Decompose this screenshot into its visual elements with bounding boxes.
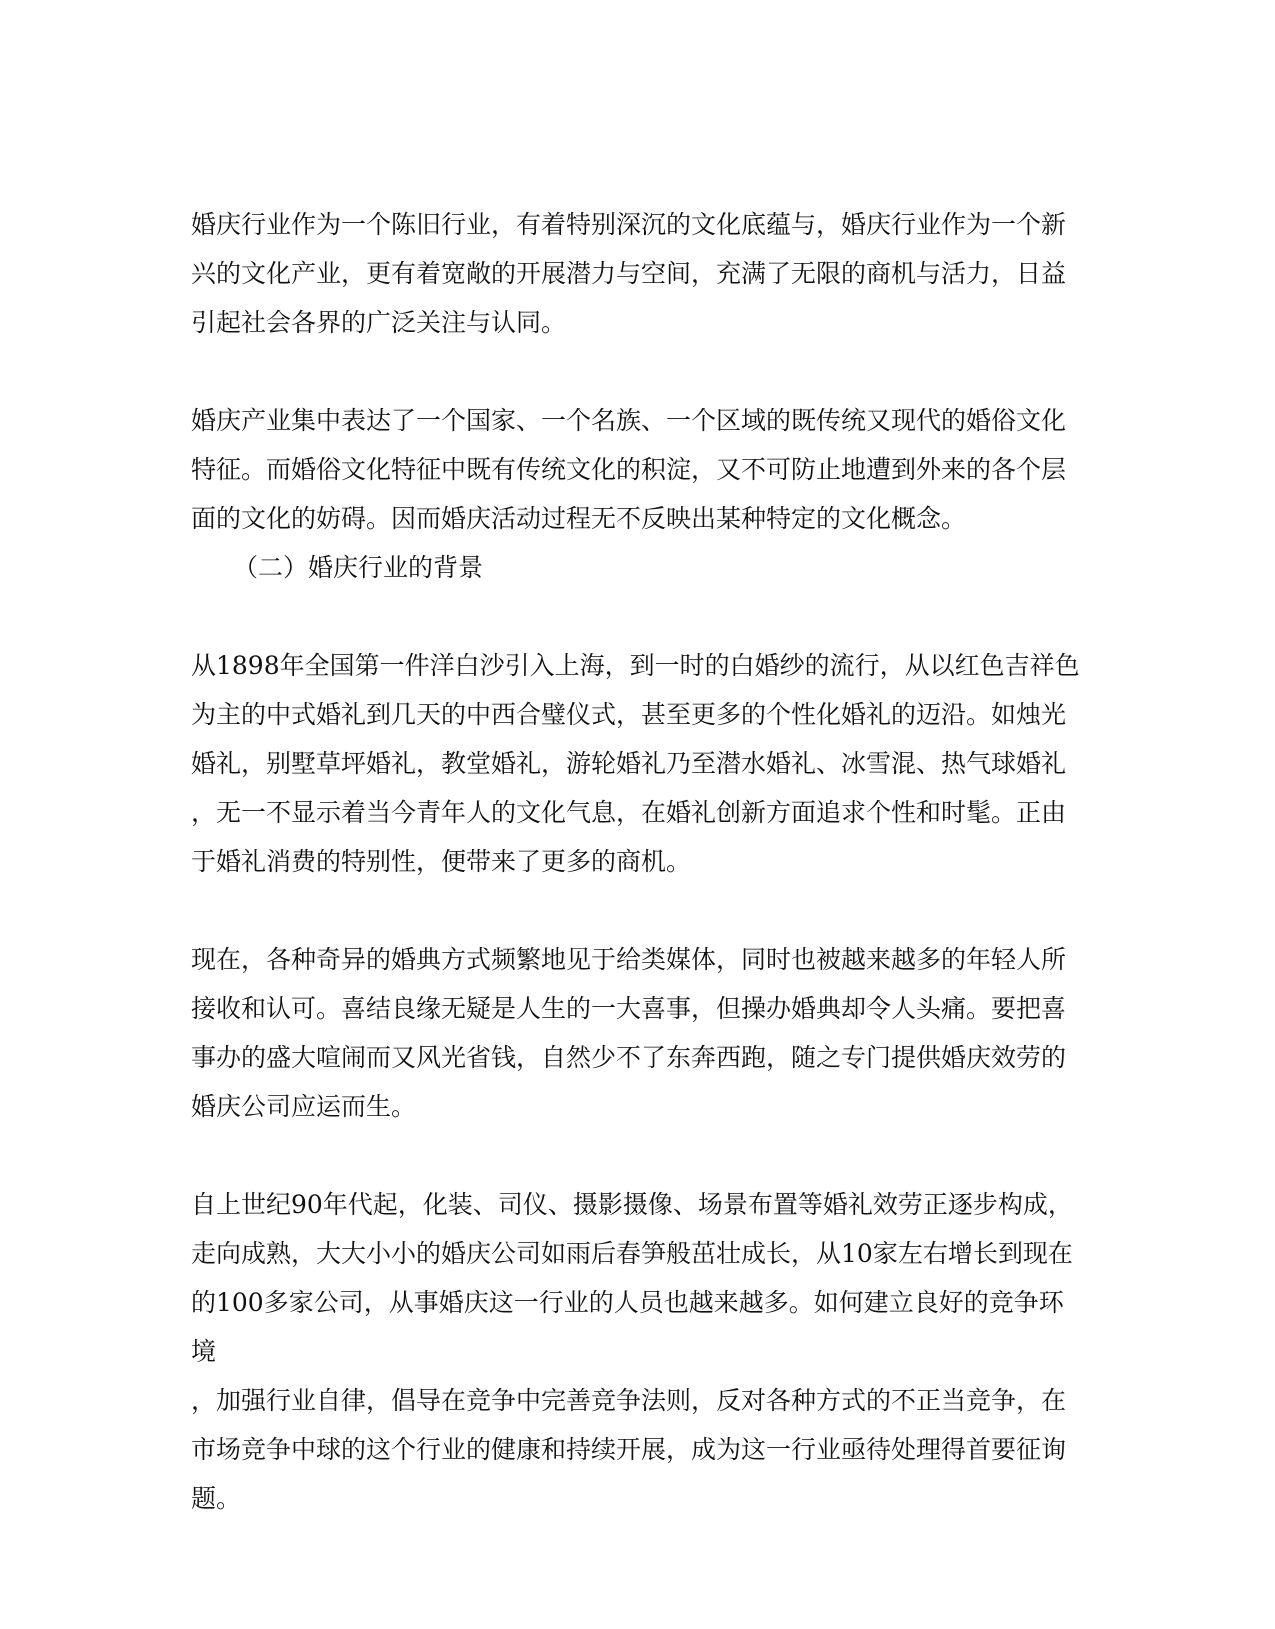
document-body xyxy=(191,200,1081,1523)
paragraph-industry-growth: 自上世纪90年代起，化装、司仪、摄影摄像、场景布置等婚礼效劳正逐步构成， 走向成熟，大大小小的婚庆公司如雨后春笋般茁壮成长，从10家左右增长到现在 的100多家公司，从事婚庆这一行业的人员也越来越多。如何建立良好的竞争环境 ，加强行业自律，倡导在竞争中完善竞争法则，反对各种方式的不正当竞争，在 市场竞争中球的这个行业的健康和持续开展，成为这一行业亟待处理得首要征询 题。 xyxy=(191,1190,1073,1513)
paragraph-gap xyxy=(191,886,1081,935)
paragraph-gap xyxy=(191,347,1081,396)
paragraph-current-trends: 现在，各种奇异的婚典方式频繁地见于给类媒体，同时也被越来越多的年轻人所 接收和认可。喜结良缘无疑是人生的一大喜事，但操办婚典却令人头痛。要把喜 事办的盛大喧闹而又风光省钱，自然少不了东奔西跑，随之专门提供婚庆效劳的 婚庆公司应运而生。 xyxy=(191,945,1067,1121)
paragraph-history: 从1898年全国第一件洋白沙引入上海，到一时的白婚纱的流行，从以红色吉祥色 为主的中式婚礼到几天的中西合璧仪式，甚至更多的个性化婚礼的迈沿。如烛光 婚礼，别墅草坪婚礼，教堂婚礼，游轮婚礼乃至潜水婚礼、冰雪混、热气球婚礼 ，无一不显示着当今青年人的文化气息，在婚礼创新方面追求个性和时髦。正由 于婚礼消费的特别性，便带来了更多的商机。 xyxy=(191,651,1080,876)
paragraph-wedding-customs: 婚庆产业集中表达了一个国家、一个名族、一个区域的既传统又现代的婚俗文化 特征。而婚俗文化特征中既有传统文化的积淀，又不可防止地遭到外来的各个层 面的文化的妨碍。因而婚庆活动过程无不反映出某种特定的文化概念。 xyxy=(191,406,1067,533)
paragraph-industry-culture: 婚庆行业作为一个陈旧行业，有着特别深沉的文化底蕴与，婚庆行业作为一个新 兴的文化产业，更有着宽敞的开展潜力与空间，充满了无限的商机与活力，日益 引起社会各界的广泛关注与认同。 xyxy=(191,210,1067,337)
section-heading: （二）婚庆行业的背景 xyxy=(233,553,484,582)
paragraph-gap xyxy=(191,1131,1081,1180)
paragraph-gap xyxy=(191,592,1081,641)
